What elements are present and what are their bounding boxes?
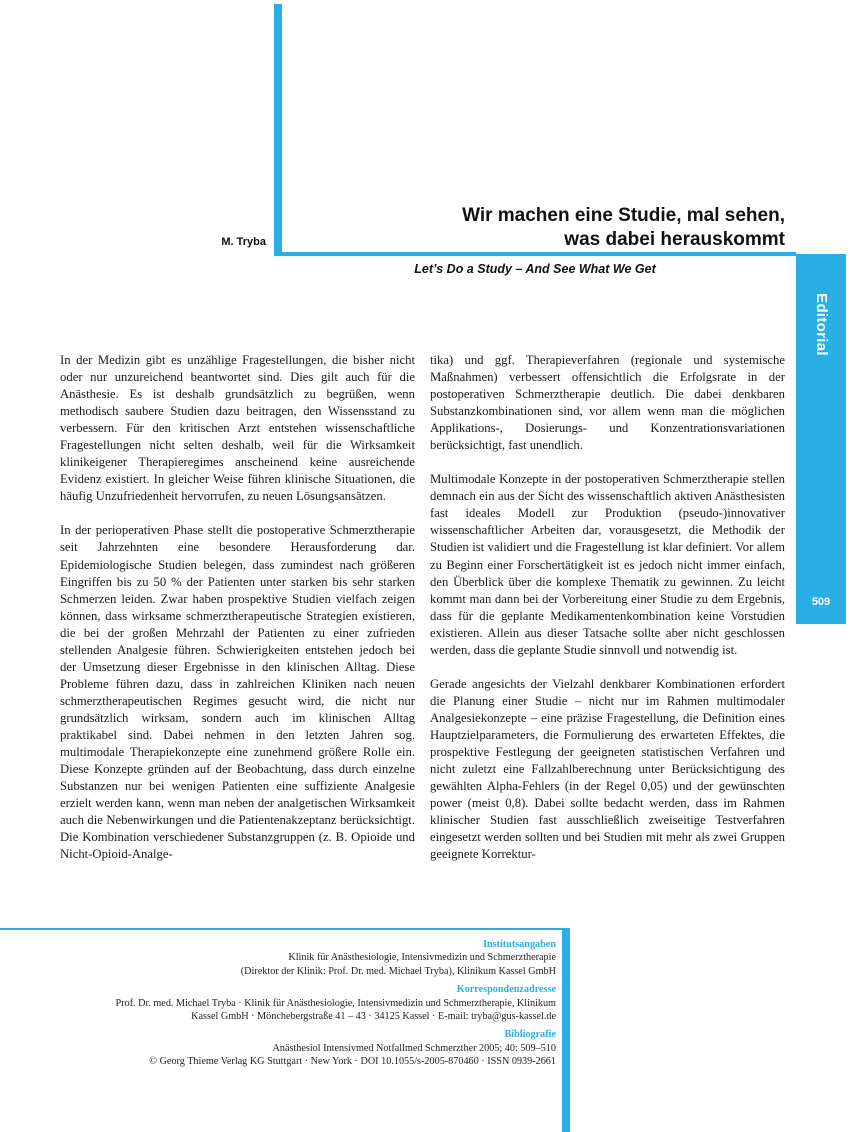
body-paragraph: Multimodale Konzepte in der postoperativen Schmerztherapie stellen demnach ein aus der Sicht des wissenschaftlich aktiven Anästhesisten fast ideales Modell zur Produktion (pseudo-)innovativer wissenschaftlicher Arbeiten dar, vorausgesetzt, die Methodik der Studien ist validiert und die Fragestellung ist klar definiert. Vor allem zu Beginn einer Forschertätigkeit ist es jedoch nicht immer einfach, den Überblick über die komplexe Thematik zu gewinnen. Zu leicht kommt man dann bei der Vorbereitung einer Studie zu dem Ergebnis, dass für die geplante Medikamentenkombination keine Vorstudien existieren. Allein aus dieser Tatsache sollte aber nicht geschlossen werden, dass die geplante Studie sinnvoll und notwendig ist. (430, 472, 785, 657)
bibliography-block (30, 1028, 556, 1068)
article-subtitle: Let’s Do a Study – And See What We Get (414, 262, 656, 276)
body-paragraph: tika) und ggf. Therapieverfahren (regionale und systemische Maßnahmen) verbessert offensichtlich die Erfolgsrate in der postoperativen Schmerztherapie deutlich. Die dabei denkbaren Substanzkombinationen sind, vor allem wenn man die möglichen Applikations-, Dosierungs- und Konzentrationsvariationen berücksichtigt, fast unendlich. (430, 353, 785, 453)
body-paragraph: Gerade angesichts der Vielzahl denkbarer Kombinationen erfordert die Planung einer Studie – nicht nur im Rahmen multimodaler Analgesiekonzepte – eine präzise Fragestellung, die Definition eines Hauptzielparameters, die Formulierung des erwarteten Effektes, die prospektive Festlegung der geeigneten statistischen Verfahren und nicht zuletzt eine Fallzahlberechnung unter Berücksichtigung des gewählten Alpha-Fehlers (in der Regel 0,05) und der gewünschten power (meist 0,8). Dabei sollte bedacht werden, dass im Rahmen klinischer Studien fast ausschließlich zweiseitige Testverfahren eingesetzt werden sollten und bei Studien mit mehr als zwei Gruppen geeignete Korrektur- (430, 676, 785, 862)
bibliography-line: © Georg Thieme Verlag KG Stuttgart · New York · DOI 10.1055/s-2005-870460 · ISSN 0939-2661 (149, 1056, 556, 1068)
author-name: M. Tryba (221, 236, 266, 248)
institution-line: (Direktor der Klinik: Prof. Dr. med. Michael Tryba), Klinikum Kassel GmbH (240, 965, 556, 977)
article-title-line-1: Wir machen eine Studie, mal sehen, (462, 205, 785, 226)
bibliography-line: Anästhesiol Intensivmed Notfallmed Schmerzther 2005; 40: 509–510 (272, 1042, 556, 1054)
article-info-footer (30, 938, 556, 1074)
footer-divider (0, 928, 570, 930)
decorative-vertical-bar (274, 4, 282, 256)
body-paragraph: In der perioperativen Phase stellt die postoperative Schmerztherapie seit Jahrzehnten eine besondere Herausforderung dar. Epidemiologische Studien belegen, dass zumindest nach größeren Eingriffen bis zu 50 % der Patienten unter starken bis sehr starken Schmerzen leiden. Zwar haben prospektive Studien vielfach zeigen können, dass wirksame schmerztherapeutische Strategien existieren, die bei der großen Mehrzahl der Patienten zu einer zufrieden stellenden Analgesie führen. Schwierigkeiten entstehen jedoch bei der Umsetzung dieser Ergebnisse in den klinischen Alltag. Diese Probleme führen dazu, dass in zahlreichen Kliniken nach neuen schmerztherapeutischen Regimes gesucht wird, die nicht nur grundsätzlich wirksam, sondern auch im klinischen Alltag praktikabel sind. Dabei nehmen in den letzten Jahren sog. multimodale Therapiekonzepte eine zunehmend größere Rolle ein. Diese Konzepte gründen auf der Beobachtung, dass durch einzelne Substanzen nur bei wenigen Patienten eine suffiziente Analgesie erzielt werden kann, wenn man neben der analgetischen Wirksamkeit auch die Nebenwirkungen und die Patientenakzeptanz berücksichtigt. Die Kombination verschiedener Substanzgruppen (z. B. Opioide und Nicht-Opioid-Analge- (60, 523, 415, 862)
footer-vertical-bar (562, 928, 570, 1132)
section-label (796, 254, 846, 394)
body-column-left (60, 352, 415, 880)
institution-heading: Institutsangaben (482, 939, 556, 950)
page-number: 509 (811, 596, 831, 608)
correspondence-line: Prof. Dr. med. Michael Tryba · Klinik für Anästhesiologie, Intensivmedizin und Schmerztherapie, Klinikum (115, 997, 556, 1009)
body-column-right (430, 352, 785, 880)
correspondence-heading: Korrespondenzadresse (456, 984, 556, 996)
correspondence-line: Kassel GmbH · Mönchebergstraße 41 – 43 · 34125 Kassel · E-mail: tryba@gus-kassel.de (191, 1011, 556, 1023)
title-underline-bar (274, 252, 796, 256)
section-label-text: Editorial (812, 292, 830, 356)
article-title-line-2: was dabei herauskommt (564, 229, 785, 250)
correspondence-block (30, 983, 556, 1023)
bibliography-heading: Bibliografie (504, 1029, 556, 1041)
institution-block (30, 938, 556, 978)
article-title (290, 204, 785, 252)
institution-line: Klinik für Anästhesiologie, Intensivmedizin und Schmerztherapie (288, 952, 556, 964)
body-paragraph: In der Medizin gibt es unzählige Fragestellungen, die bisher nicht oder nur unzureichend beantwortet sind. Dies gilt auch für die Anästhesie. Es ist deshalb grundsätzlich zu begrüßen, wenn methodisch saubere Studien dazu beitragen, den Wissensstand zu verbessern. Für den kritischen Arzt entstehen wissenschaftliche Fragestellungen nicht selten deshalb, weil für die Wirksamkeit klinikeigener Therapieregimes anscheinend keine ausreichende Evidenz existiert. In gleicher Weise führen klinische Situationen, die häufig Unzufriedenheit hervorrufen, zu neuen Lösungsansätzen. (60, 353, 415, 504)
